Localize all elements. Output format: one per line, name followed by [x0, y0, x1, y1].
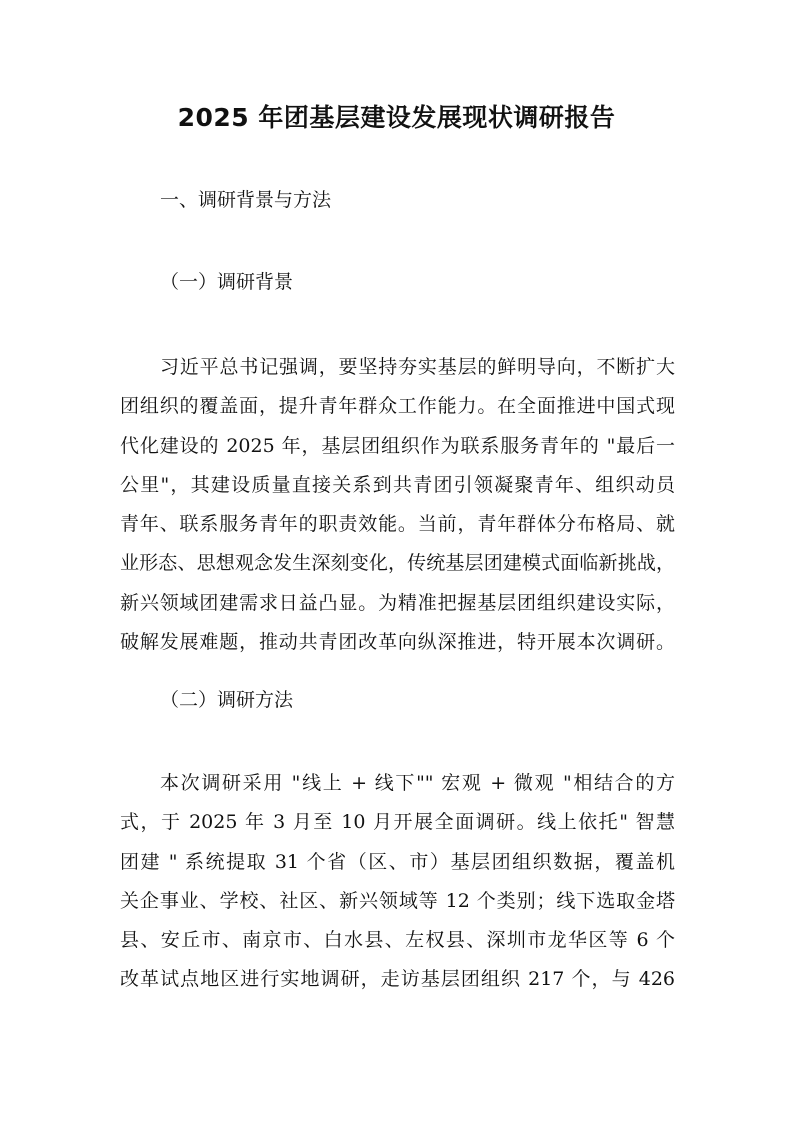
paragraph-line: 本次调研采用 "线上 + 线下"" 宏观 + 微观 "相结合的方	[160, 772, 675, 794]
paragraph-background	[120, 348, 675, 662]
paragraph-line: 关企事业、学校、社区、新兴领域等 12 个类别；线下选取金塔	[120, 889, 675, 912]
document-title: 2025 年团基层建设发展现状调研报告	[177, 103, 616, 132]
paragraph-line: 青年、联系服务青年的职责效能。当前，青年群体分布格局、就	[120, 513, 675, 536]
paragraph-line: 县、安丘市、南京市、白水县、左权县、深圳市龙华区等 6 个	[120, 929, 675, 952]
paragraph-method	[120, 764, 675, 1000]
section-heading-1: 一、调研背景与方法	[160, 189, 332, 211]
paragraph-line: 团组织的覆盖面，提升青年群众工作能力。在全面推进中国式现	[120, 395, 675, 418]
paragraph-line: 习近平总书记强调，要坚持夯实基层的鲜明导向，不断扩大	[160, 356, 675, 378]
paragraph-line: 公里"，其建设质量直接关系到共青团引领凝聚青年、组织动员	[120, 473, 675, 496]
subsection-heading-background: （一）调研背景	[160, 271, 294, 293]
paragraph-line: 代化建设的 2025 年，基层团组织作为联系服务青年的 "最后一	[120, 434, 675, 457]
paragraph-line: 业形态、思想观念发生深刻变化，传统基层团建模式面临新挑战，	[120, 552, 675, 575]
subsection-heading-method: （二）调研方法	[160, 689, 294, 711]
paragraph-line: 团建 " 系统提取 31 个省（区、市）基层团组织数据，覆盖机	[120, 850, 675, 873]
paragraph-line: 式，于 2025 年 3 月至 10 月开展全面调研。线上依托" 智慧	[120, 811, 675, 834]
paragraph-line: 新兴领域团建需求日益凸显。为精准把握基层团组织建设实际，	[120, 591, 675, 614]
paragraph-line: 改革试点地区进行实地调研，走访基层团组织 217 个，与 426	[120, 968, 675, 991]
paragraph-line: 破解发展难题，推动共青团改革向纵深推进，特开展本次调研。	[120, 631, 675, 654]
